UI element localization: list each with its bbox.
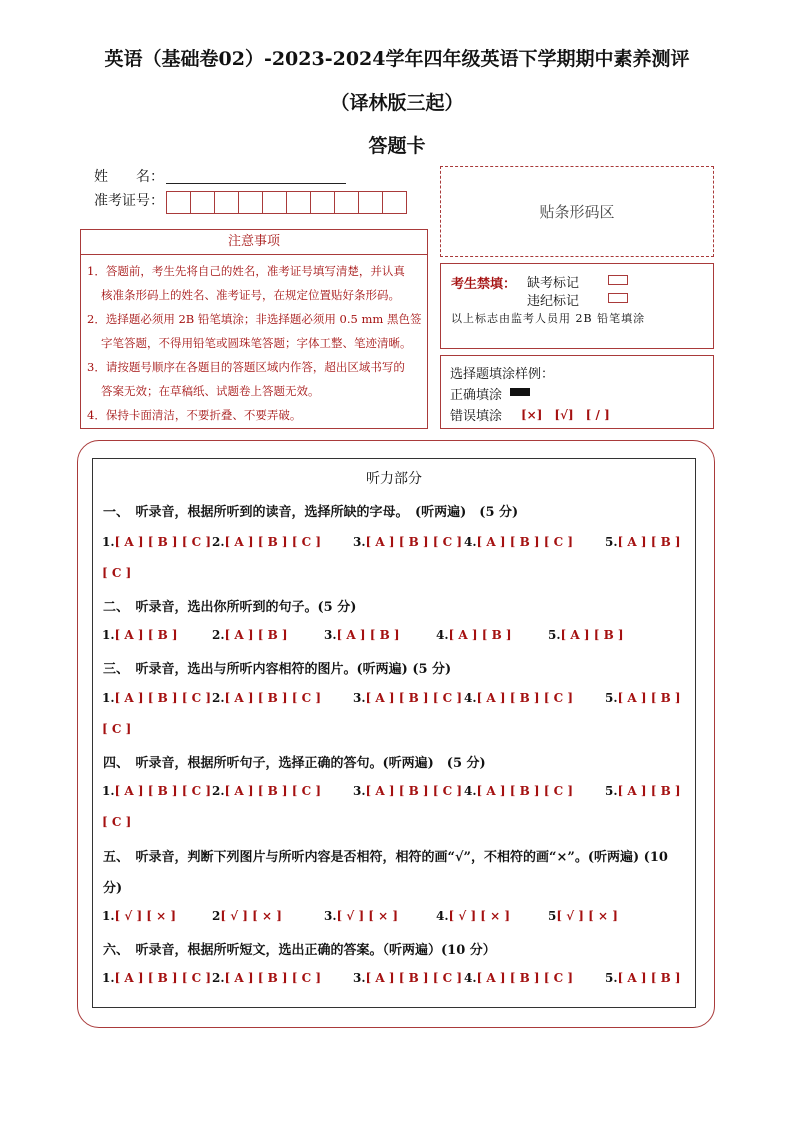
correct-fill-sample (510, 388, 530, 396)
id-boxes[interactable] (166, 191, 407, 214)
wrong-label: 错误填涂 (450, 409, 503, 424)
violation-mark[interactable] (608, 293, 628, 303)
barcode-area (440, 166, 714, 257)
question-5[interactable]: 5.[ A ] [ B ] (605, 784, 681, 798)
page-subtitle: （译林版三起） (330, 92, 464, 114)
question-5-c[interactable]: [ C ] (102, 815, 132, 829)
name-label: 姓 名： (94, 169, 164, 185)
listening-title: 听力部分 (366, 471, 422, 487)
question-2[interactable]: 2[ √ ] [ × ] (212, 909, 282, 923)
section-6-title: 六、 听录音，根据所听短文，选出正确的答案。（听两遍）(10 分） (103, 943, 496, 958)
notice-item: 核准条形码上的姓名、准考证号，在规定位置贴好条形码。 (101, 288, 400, 302)
forbidden-box (440, 263, 714, 349)
question-5[interactable]: 5.[ A ] [ B ] (605, 691, 681, 705)
question-3[interactable]: 3.[ A ] [ B ] [ C ] (353, 971, 463, 985)
section-5-title-cont: 分) (103, 881, 123, 896)
question-1[interactable]: 1.[ A ] [ B ] [ C ] (102, 691, 212, 705)
section-5-options (0, 909, 794, 929)
question-5[interactable]: 5.[ A ] [ B ] (605, 971, 681, 985)
section-2-title: 二、 听录音，选出你所听到的句子。(5 分) (103, 600, 357, 615)
question-3[interactable]: 3.[ A ] [ B ] [ C ] (353, 784, 463, 798)
question-5[interactable]: 5.[ A ] [ B ] (605, 535, 681, 549)
question-4[interactable]: 4.[ √ ] [ × ] (436, 909, 511, 923)
question-1[interactable]: 1.[ A ] [ B ] [ C ] (102, 535, 212, 549)
section-4-title: 四、 听录音，根据所听句子，选择正确的答句。(听两遍) (5 分) (103, 756, 486, 771)
forbidden-label: 考生禁填： (451, 277, 517, 292)
notice-box (80, 229, 428, 429)
correct-label: 正确填涂 (450, 388, 503, 403)
id-label: 准考证号： (94, 193, 164, 209)
question-5-c[interactable]: [ C ] (102, 722, 132, 736)
forbidden-note: 以上标志由监考人员用 2B 铅笔填涂 (451, 312, 646, 325)
sample-box (440, 355, 714, 429)
section-2-options (0, 628, 794, 648)
question-5[interactable]: 5[ √ ] [ × ] (548, 909, 618, 923)
section-3-options (0, 691, 794, 711)
sample-title: 选择题填涂样例： (450, 367, 555, 382)
question-2[interactable]: 2.[ A ] [ B ] [ C ] (212, 691, 322, 705)
section-5-title: 五、 听录音，判断下列图片与所听内容是否相符，相符的画“√”，不相符的画“×”。(听两遍) (10 (103, 850, 668, 865)
notice-item: 1．答题前，考生先将自己的姓名，准考证号填写清楚，并认真 (87, 264, 405, 278)
notice-item: 字笔答题，不得用铅笔或圆珠笔答题；字体工整、笔迹清晰。 (101, 336, 412, 350)
section-4-options (0, 784, 794, 804)
section-6-options (0, 971, 794, 991)
notice-item: 3．请按题号顺序在各题目的答题区域内作答，超出区域书写的 (87, 360, 405, 374)
absent-label: 缺考标记 (527, 276, 580, 291)
question-2[interactable]: 2.[ A ] [ B ] [ C ] (212, 784, 322, 798)
answer-card-title: 答题卡 (368, 135, 426, 157)
question-1[interactable]: 1.[ A ] [ B ] [ C ] (102, 971, 212, 985)
question-4[interactable]: 4.[ A ] [ B ] [ C ] (464, 691, 574, 705)
section-1-title: 一、 听录音，根据所听到的读音，选择所缺的字母。 (听两遍) (5 分) (103, 505, 519, 520)
name-field[interactable] (166, 183, 346, 184)
notice-item: 答案无效；在草稿纸、试题卷上答题无效。 (101, 384, 320, 398)
question-2[interactable]: 2.[ A ] [ B ] [ C ] (212, 971, 322, 985)
barcode-label: 贴条形码区 (539, 203, 615, 221)
section-3-title: 三、 听录音，选出与所听内容相符的图片。(听两遍) (5 分) (103, 662, 452, 677)
notice-item: 2．选择题必须用 2B 铅笔填涂；非选择题必须用 0.5 mm 黑色签 (87, 312, 422, 326)
question-5[interactable]: 5.[ A ] [ B ] (548, 628, 624, 642)
question-1[interactable]: 1.[ A ] [ B ] (102, 628, 178, 642)
absent-mark[interactable] (608, 275, 628, 285)
question-4[interactable]: 4.[ A ] [ B ] (436, 628, 512, 642)
question-4[interactable]: 4.[ A ] [ B ] [ C ] (464, 971, 574, 985)
question-2[interactable]: 2.[ A ] [ B ] [ C ] (212, 535, 322, 549)
violation-label: 违纪标记 (527, 294, 580, 309)
question-3[interactable]: 3.[ A ] [ B ] (324, 628, 400, 642)
question-1[interactable]: 1.[ √ ] [ × ] (102, 909, 177, 923)
question-5-c[interactable]: [ C ] (102, 566, 132, 580)
question-3[interactable]: 3.[ A ] [ B ] [ C ] (353, 691, 463, 705)
question-2[interactable]: 2.[ A ] [ B ] (212, 628, 288, 642)
question-1[interactable]: 1.[ A ] [ B ] [ C ] (102, 784, 212, 798)
question-3[interactable]: 3.[ √ ] [ × ] (324, 909, 399, 923)
question-4[interactable]: 4.[ A ] [ B ] [ C ] (464, 535, 574, 549)
wrong-fill-samples: [×] [√] [ / ] (521, 408, 610, 422)
question-3[interactable]: 3.[ A ] [ B ] [ C ] (353, 535, 463, 549)
question-4[interactable]: 4.[ A ] [ B ] [ C ] (464, 784, 574, 798)
notice-title: 注意事项 (81, 230, 427, 255)
page-title: 英语（基础卷02）-2023-2024学年四年级英语下学期期中素养测评 (104, 48, 690, 70)
section-1-options (0, 535, 794, 555)
notice-item: 4．保持卡面清洁，不要折叠、不要弄破。 (87, 408, 302, 422)
